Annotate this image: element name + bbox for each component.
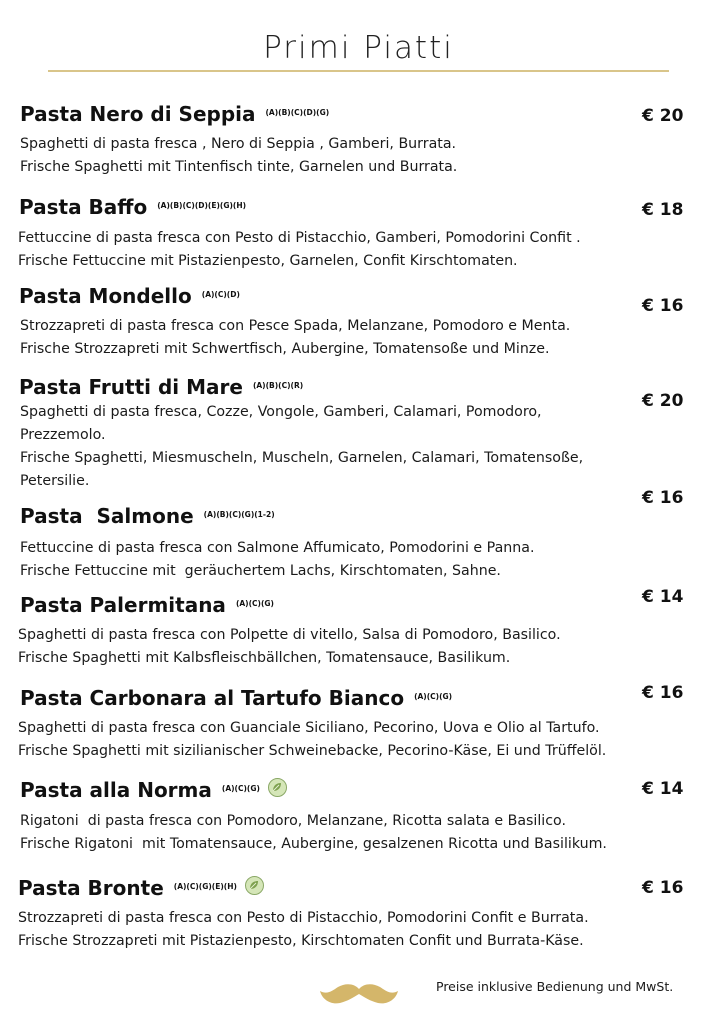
description-line-de: Frische Fettuccine mit Pistazienpesto, Garnelen, Confit Kirschtomaten. [18,253,518,269]
dish-description [18,907,589,953]
allergen-codes: (A)(C)(D) [201,290,240,299]
dish-price: € 16 [642,296,684,316]
description-line-it: Fettuccine di pasta fresca con Salmone Affumicato, Pomodorini e Panna. [20,540,535,556]
dish-description [20,133,457,179]
description-line-it: Spaghetti di pasta fresca , Nero di Seppia , Gamberi, Burrata. [20,136,457,152]
description-line-de: Frische Spaghetti, Miesmuscheln, Muscheln, Garnelen, Calamari, Tomatensoße, [20,450,584,466]
footer-price-note: Preise inklusive Bedienung und MwSt. [436,979,674,994]
dish-price: € 14 [642,587,684,607]
description-line-de: Frische Strozzapreti mit Pistazienpesto, Kirschtomaten Confit und Burrata-Käse. [18,933,584,949]
description-line-de: Frische Spaghetti mit Kalbsfleischbällchen, Tomatensauce, Basilikum. [18,650,511,666]
dish-description [20,401,583,493]
description-line-it: Spaghetti di pasta fresca con Guanciale Siciliano, Pecorino, Uova e Olio al Tartufo. [18,720,600,736]
allergen-codes: (A)(B)(C)(G)(1-2) [203,510,275,519]
dish-description [20,537,534,583]
description-line-de: Frische Spaghetti mit sizilianischer Schweinebacke, Pecorino-Käse, Ei und Trüffelöl. [18,743,607,759]
description-line-de: Frische Fettuccine mit geräuchertem Lachs, Kirschtomaten, Sahne. [20,563,501,579]
title-divider [48,70,669,72]
dish-name: Pasta Frutti di Mare $^{(A)(B)(C)(R)}$ [19,375,304,399]
dish-name: Pasta Bronte $^{(A)(C)(G)(E)(H)}$ [18,875,264,900]
description-line-it: Spaghetti di pasta fresca con Polpette di vitello, Salsa di Pomodoro, Basilico. [18,627,561,643]
description-line-de: Frische Spaghetti mit Tintenfisch tinte, Garnelen und Burrata. [20,159,458,175]
dish-name: Pasta Carbonara al Tartufo Bianco $^{(A)(C)(G)}$ [20,686,453,710]
dish-price: € 16 [642,488,684,508]
description-line-it: Spaghetti di pasta fresca, Cozze, Vongole, Gamberi, Calamari, Pomodoro, [20,404,542,420]
description-line-it: Fettuccine di pasta fresca con Pesto di Pistacchio, Gamberi, Pomodorini Confit . [18,230,581,246]
allergen-codes: (A)(B)(C)(D)(E)(G)(H) [157,201,247,210]
dish-name: Pasta Baffo $^{(A)(B)(C)(D)(E)(G)(H)}$ [19,195,247,219]
dish-price: € 20 [642,106,684,126]
dish-description [18,624,561,670]
dish-name: Pasta Salmone $^{(A)(B)(C)(G)(1-2)}$ [20,504,275,528]
dish-name: Pasta alla Norma $^{(A)(C)(G)}$ [20,777,287,802]
dish-description [18,717,606,763]
allergen-codes: (A)(C)(G) [221,784,260,793]
description-line-it: Prezzemolo. [20,427,106,443]
dish-name: Pasta Mondello $^{(A)(C)(D)}$ [19,284,240,308]
allergen-codes: (A)(C)(G)(E)(H) [173,882,237,891]
leaf-icon [268,778,287,797]
allergen-codes: (A)(B)(C)(R) [252,381,304,390]
dish-price: € 20 [642,391,684,411]
page-title: Primi Piatti [263,30,454,66]
dish-description [18,227,581,273]
description-line-it: Strozzapreti di pasta fresca con Pesce Spada, Melanzane, Pomodoro e Menta. [20,318,571,334]
description-line-it: Rigatoni di pasta fresca con Pomodoro, Melanzane, Ricotta salata e Basilico. [20,813,566,829]
dish-name: Pasta Nero di Seppia $^{(A)(B)(C)(D)(G)}$ [20,102,330,126]
mustache-icon [318,981,400,1013]
allergen-codes: (A)(B)(C)(D)(G) [265,108,330,117]
dish-description [20,810,607,856]
allergen-codes: (A)(C)(G) [235,599,274,608]
dish-description [20,315,570,361]
description-line-de: Petersilie. [20,473,90,489]
description-line-de: Frische Rigatoni mit Tomatensauce, Aubergine, gesalzenen Ricotta und Basilikum. [20,836,607,852]
dish-price: € 14 [642,779,684,799]
dish-price: € 16 [642,878,684,898]
description-line-de: Frische Strozzapreti mit Schwertfisch, Aubergine, Tomatensoße und Minze. [20,341,550,357]
description-line-it: Strozzapreti di pasta fresca con Pesto di Pistacchio, Pomodorini Confit e Burrata. [18,910,589,926]
leaf-icon [245,876,264,895]
allergen-codes: (A)(C)(G) [414,692,453,701]
dish-name: Pasta Palermitana $^{(A)(C)(G)}$ [20,593,274,617]
dish-price: € 18 [642,200,684,220]
dish-price: € 16 [642,683,684,703]
